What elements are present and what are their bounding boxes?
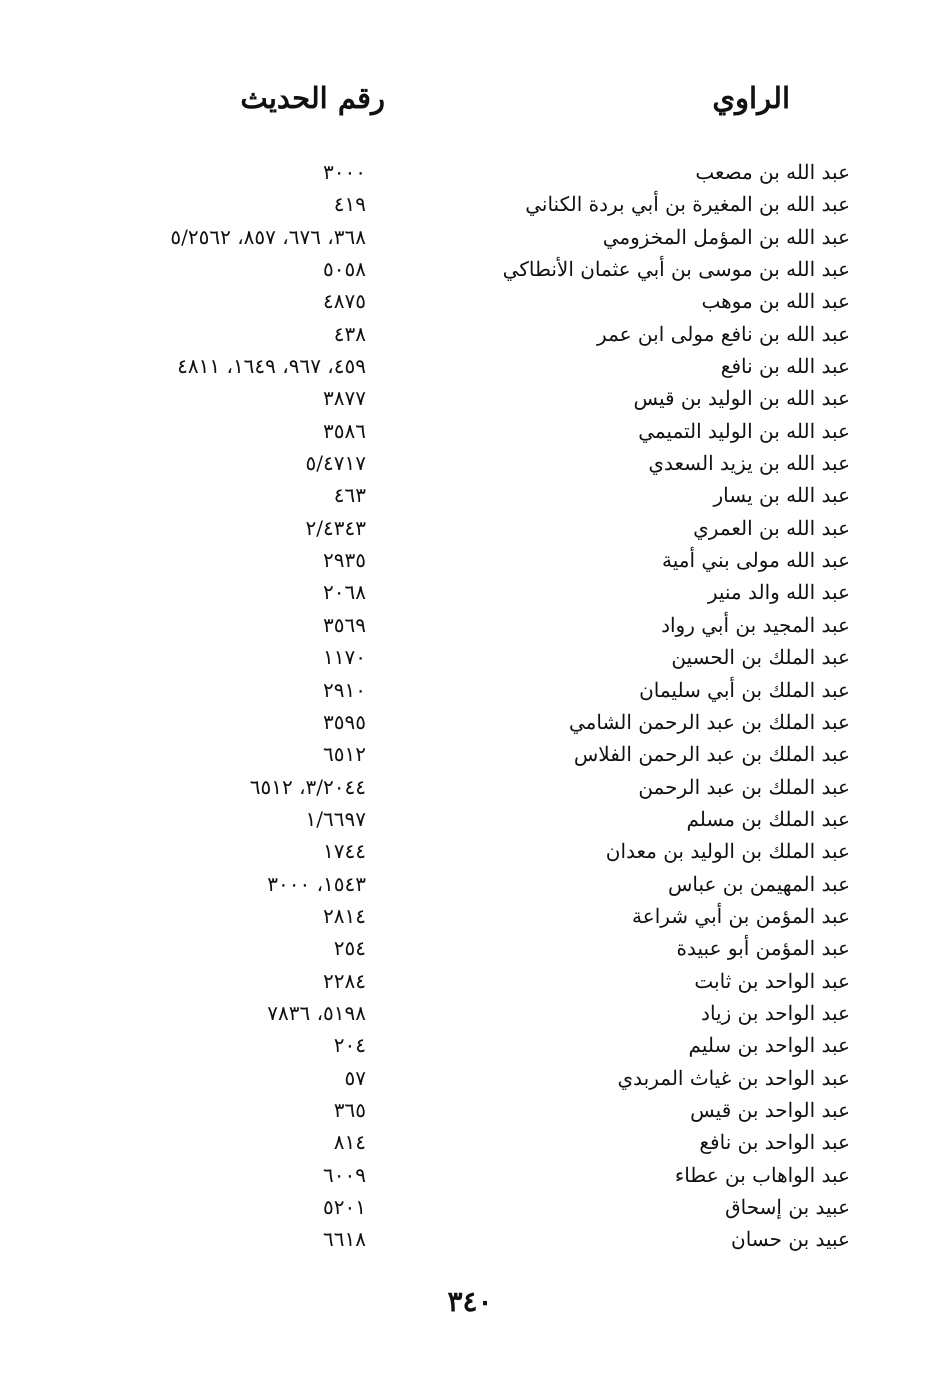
narrator-name: عبد الواحد بن نافع xyxy=(699,1130,850,1155)
narrator-name: عبد الله بن الوليد بن قيس xyxy=(633,386,850,411)
index-row xyxy=(0,868,940,900)
hadith-numbers: ٣٥٦٩ xyxy=(323,612,366,637)
hadith-numbers: ٢٩٣٥ xyxy=(323,548,366,573)
narrator-name: عبد المهيمن بن عباس xyxy=(667,871,850,896)
hadith-numbers: ٥/٤٧١٧ xyxy=(305,451,366,476)
hadith-numbers: ٢٩١٠ xyxy=(323,677,366,702)
narrator-name: عبد الله بن موهب xyxy=(701,289,850,314)
narrator-name: عبد الله مولى بني أمية xyxy=(662,548,850,573)
index-row xyxy=(0,221,940,253)
narrator-name: عبد الملك بن مسلم xyxy=(686,806,850,831)
hadith-numbers: ٤٣٨ xyxy=(333,321,366,346)
index-row xyxy=(0,706,940,738)
index-row xyxy=(0,1126,940,1158)
hadith-numbers: ١٥٤٣، ٣٠٠٠ xyxy=(267,871,366,896)
index-row xyxy=(0,674,940,706)
index-row xyxy=(0,997,940,1029)
narrator-name: عبد الواحد بن غياث المربدي xyxy=(617,1065,850,1090)
hadith-numbers: ٤٥٩، ٩٦٧، ١٦٤٩، ٤٨١١ xyxy=(177,354,366,379)
index-row xyxy=(0,512,940,544)
hadith-numbers: ٢٥٤ xyxy=(333,936,366,961)
index-row xyxy=(0,771,940,803)
index-row xyxy=(0,900,940,932)
narrator-name: عبيد بن حسان xyxy=(731,1227,850,1252)
index-row xyxy=(0,641,940,673)
index-row xyxy=(0,350,940,382)
narrator-name: عبد الله بن الوليد التميمي xyxy=(638,418,850,443)
index-row xyxy=(0,738,940,770)
narrator-name: عبد المجيد بن أبي رواد xyxy=(661,612,850,637)
index-row xyxy=(0,544,940,576)
hadith-numbers: ٣٨٧٧ xyxy=(323,386,366,411)
narrator-name: عبد الله بن يزيد السعدي xyxy=(648,451,850,476)
narrator-name: عبد الله والد منير xyxy=(707,580,850,605)
index-row xyxy=(0,156,940,188)
index-row xyxy=(0,932,940,964)
narrator-name: عبد الواهاب بن عطاء xyxy=(674,1162,850,1187)
narrator-name: عبد الله بن المغيرة بن أبي بردة الكناني xyxy=(525,192,850,217)
hadith-number-column-header: رقم الحديث xyxy=(240,81,385,115)
narrator-name: عبد الله بن يسار xyxy=(713,483,850,508)
narrator-name: عبد الواحد بن قيس xyxy=(690,1097,850,1122)
narrator-name: عبد الملك بن الحسين xyxy=(671,645,850,670)
narrator-name: عبد الله بن موسى بن أبي عثمان الأنطاكي xyxy=(502,257,850,282)
hadith-numbers: ٢٢٨٤ xyxy=(323,968,366,993)
narrator-name: عبد الواحد بن سليم xyxy=(688,1033,850,1058)
index-row xyxy=(0,188,940,220)
narrator-name: عبد الله بن نافع مولى ابن عمر xyxy=(597,321,850,346)
hadith-numbers: ٢٨١٤ xyxy=(323,903,366,928)
hadith-numbers: ٣/٢٠٤٤، ٦٥١٢ xyxy=(249,774,366,799)
hadith-numbers: ٣٦٥ xyxy=(333,1097,366,1122)
index-row xyxy=(0,803,940,835)
narrator-name: عبد الملك بن الوليد بن معدان xyxy=(605,839,850,864)
hadith-numbers: ٨١٤ xyxy=(333,1130,366,1155)
index-row xyxy=(0,1191,940,1223)
hadith-numbers: ٣٥٨٦ xyxy=(323,418,366,443)
hadith-numbers: ٢٠٤ xyxy=(333,1033,366,1058)
narrator-name: عبد الله بن العمري xyxy=(693,515,850,540)
hadith-numbers: ٥٠٥٨ xyxy=(323,257,366,282)
narrator-name: عبد الملك بن عبد الرحمن xyxy=(638,774,850,799)
hadith-numbers: ٣٥٩٥ xyxy=(323,709,366,734)
hadith-numbers: ١١٧٠ xyxy=(323,645,366,670)
index-row xyxy=(0,253,940,285)
index-row xyxy=(0,609,940,641)
index-row xyxy=(0,1159,940,1191)
narrator-name: عبد الواحد بن ثابت xyxy=(694,968,850,993)
index-row xyxy=(0,479,940,511)
page-number: ٣٤٠ xyxy=(447,1285,493,1318)
index-row xyxy=(0,285,940,317)
hadith-numbers: ٣٦٨، ٦٧٦، ٨٥٧، ٥/٢٥٦٢ xyxy=(170,224,366,249)
hadith-numbers: ٢٠٦٨ xyxy=(323,580,366,605)
index-row xyxy=(0,965,940,997)
index-row xyxy=(0,1094,940,1126)
narrator-index-list xyxy=(0,156,940,1256)
hadith-numbers: ٥٧ xyxy=(344,1065,366,1090)
hadith-numbers: ٤٨٧٥ xyxy=(323,289,366,314)
index-row xyxy=(0,1223,940,1255)
narrator-name: عبد الواحد بن زياد xyxy=(701,1000,850,1025)
narrator-name: عبد الله بن مصعب xyxy=(695,160,850,184)
hadith-numbers: ٥٢٠١ xyxy=(323,1195,366,1219)
narrator-name: عبد المؤمن بن أبي شراعة xyxy=(632,903,850,928)
hadith-numbers: ٦٦١٨ xyxy=(323,1227,366,1252)
hadith-numbers: ٤١٩ xyxy=(333,192,366,217)
narrator-name: عبد الملك بن أبي سليمان xyxy=(639,677,850,702)
index-row xyxy=(0,835,940,867)
hadith-numbers: ١٧٤٤ xyxy=(323,839,366,864)
index-row xyxy=(0,447,940,479)
hadith-numbers: ٢/٤٣٤٣ xyxy=(305,515,366,540)
hadith-numbers: ٣٠٠٠ xyxy=(323,160,366,184)
narrator-name: عبد الله بن المؤمل المخزومي xyxy=(602,224,850,249)
narrator-name: عبد الملك بن عبد الرحمن الفلاس xyxy=(573,742,850,767)
narrator-column-header: الراوي xyxy=(712,81,790,115)
hadith-numbers: ٥١٩٨، ٧٨٣٦ xyxy=(267,1000,366,1025)
hadith-numbers: ٦٠٠٩ xyxy=(323,1162,366,1187)
narrator-name: عبد الملك بن عبد الرحمن الشامي xyxy=(568,709,850,734)
index-row xyxy=(0,576,940,608)
narrator-name: عبيد بن إسحاق xyxy=(725,1195,850,1219)
narrator-name: عبد الله بن نافع xyxy=(720,354,850,379)
hadith-numbers: ٦٥١٢ xyxy=(323,742,366,767)
hadith-numbers: ١/٦٦٩٧ xyxy=(305,806,366,831)
index-row xyxy=(0,1029,940,1061)
narrator-name: عبد المؤمن أبو عبيدة xyxy=(676,936,850,961)
index-row xyxy=(0,318,940,350)
hadith-numbers: ٤٦٣ xyxy=(333,483,366,508)
index-row xyxy=(0,382,940,414)
index-row xyxy=(0,1062,940,1094)
index-row xyxy=(0,415,940,447)
